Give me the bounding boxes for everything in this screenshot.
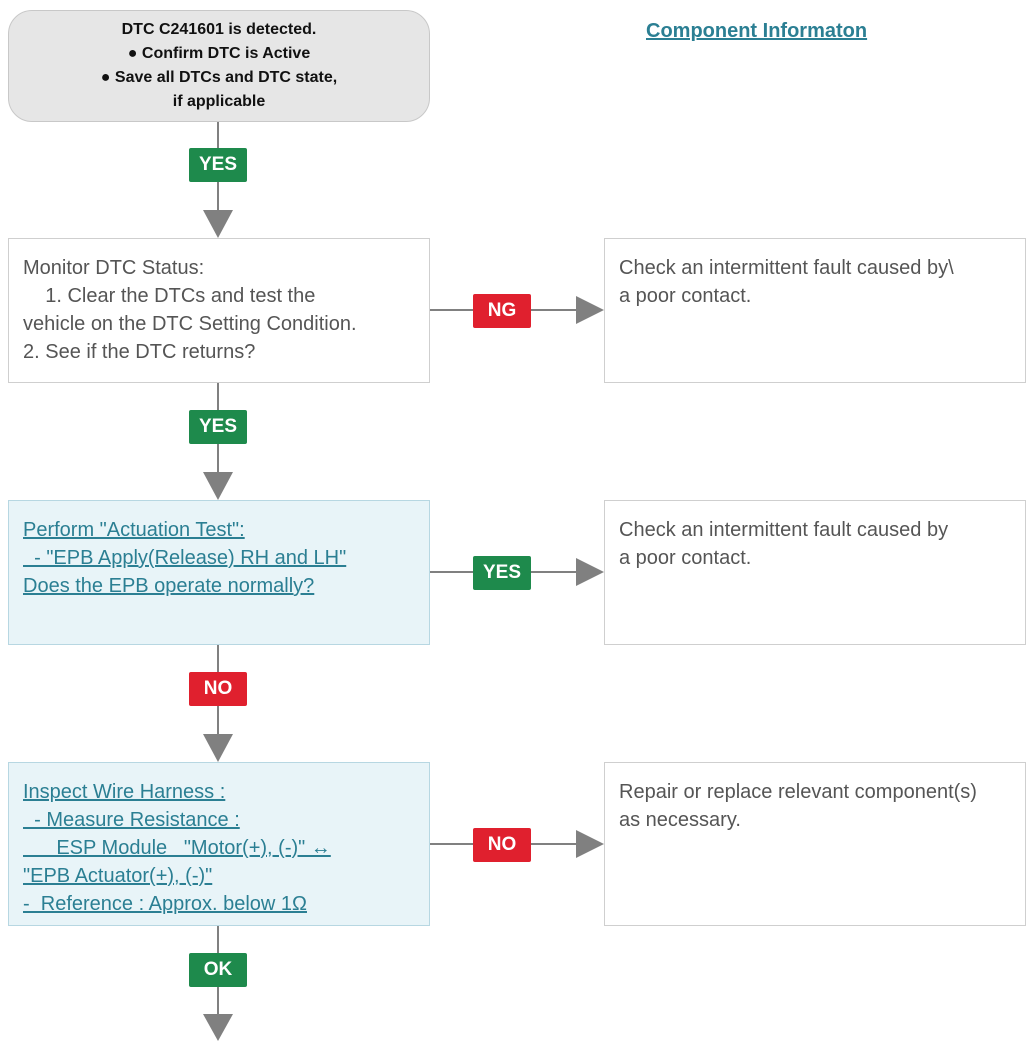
result-intermittent-fault-1	[604, 238, 1026, 383]
step-link-line[interactable]: Does the EPB operate normally?	[23, 575, 315, 597]
yes-badge: YES	[189, 148, 247, 182]
component-information-link[interactable]: Component Informaton	[646, 20, 868, 42]
step-link-line[interactable]: - "EPB Apply(Release) RH and LH"	[23, 547, 347, 569]
start-line: ● Save all DTCs and DTC state,	[100, 69, 338, 86]
yes-badge: YES	[473, 556, 531, 590]
start-line: if applicable	[172, 93, 266, 110]
step-link-line[interactable]: ESP Module "Motor(+), (-)" ↔	[23, 837, 331, 859]
ng-badge: NG	[473, 294, 531, 328]
result-repair-replace	[604, 762, 1026, 926]
result-line: Check an intermittent fault caused by	[619, 519, 949, 541]
step-line: 1. Clear the DTCs and test the	[23, 285, 316, 307]
start-line: DTC C241601 is detected.	[121, 21, 317, 38]
start-line: ● Confirm DTC is Active	[127, 45, 311, 62]
arrow-head-right	[576, 296, 604, 324]
start-node	[8, 10, 430, 122]
no-badge: NO	[473, 828, 531, 862]
ok-badge: OK	[189, 953, 247, 987]
arrow-head-down	[203, 1014, 233, 1041]
step-link-line[interactable]: - Measure Resistance :	[23, 809, 240, 831]
result-intermittent-fault-2	[604, 500, 1026, 645]
step-inspect-wire-harness[interactable]	[8, 762, 430, 926]
step-link-line[interactable]: Inspect Wire Harness :	[23, 781, 226, 803]
step-monitor-dtc-status	[8, 238, 430, 383]
arrow-head-right	[576, 830, 604, 858]
yes-badge: YES	[189, 410, 247, 444]
step-line: 2. See if the DTC returns?	[23, 341, 256, 363]
arrow-head-down	[203, 472, 233, 500]
step-line: Monitor DTC Status:	[23, 257, 205, 279]
step-actuation-test[interactable]	[8, 500, 430, 645]
result-line: as necessary.	[619, 809, 741, 831]
result-line: Repair or replace relevant component(s)	[619, 781, 977, 803]
arrow-head-down	[203, 734, 233, 762]
arrow-head-right	[576, 558, 604, 586]
no-badge: NO	[189, 672, 247, 706]
step-link-line[interactable]: "EPB Actuator(+), (-)"	[23, 865, 213, 887]
arrow-head-down	[203, 210, 233, 238]
result-line: a poor contact.	[619, 285, 752, 307]
result-line: Check an intermittent fault caused by\	[619, 257, 954, 279]
result-line: a poor contact.	[619, 547, 752, 569]
step-link-line[interactable]: - Reference : Approx. below 1Ω	[23, 893, 307, 915]
step-line: vehicle on the DTC Setting Condition.	[23, 313, 357, 335]
step-link-line[interactable]: Perform "Actuation Test":	[23, 519, 245, 541]
